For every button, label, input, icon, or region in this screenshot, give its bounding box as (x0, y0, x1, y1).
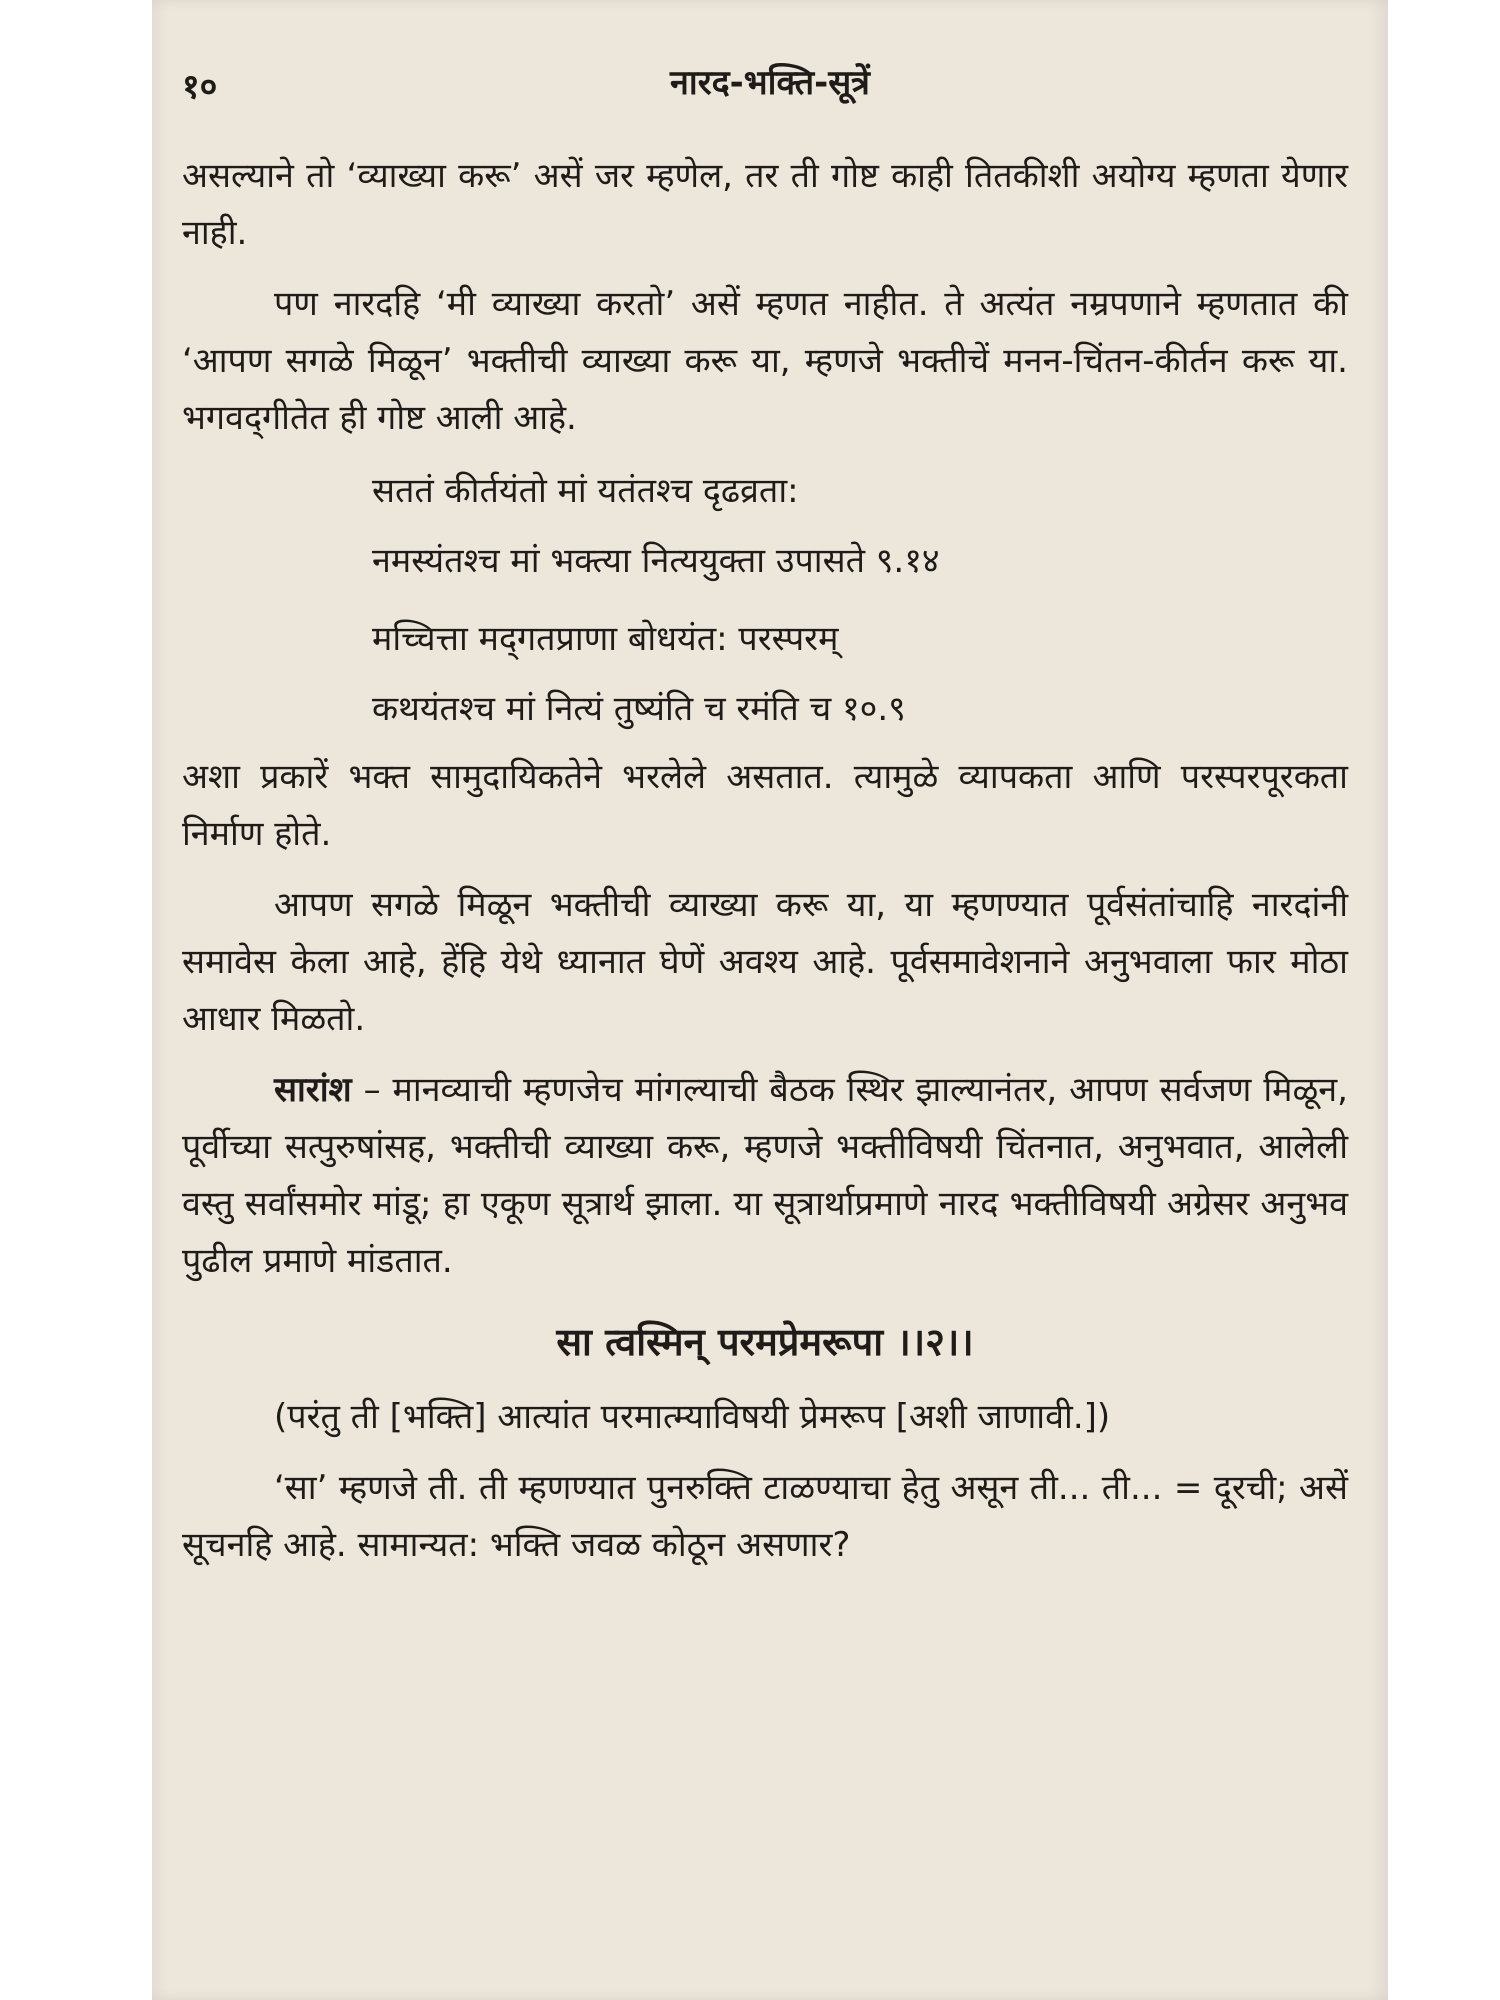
gita-verse-10-9 (182, 609, 1348, 739)
sutra-heading: सा त्वस्मिन् परमप्रेमरूपा ।।२।। (556, 1320, 974, 1364)
summary-text: – मानव्याची म्हणजेच मांगल्याची बैठक स्थिर झाल्यानंतर, आपण सर्वजण मिळून, पूर्वीच्या सत्पुरुषांसह, भक्तीची व्याख्या करू, म्हणजे भक्तीविषयी चिंतनात, अनुभवात, आलेली वस्तु सर्वांसमोर मांडू; हा एकूण सूत्रार्थ झाला. या सूत्रार्थाप्रमाणे नारद भक्तीविषयी अग्रेसर अनुभव पुढील प्रमाणे मांडतात. (182, 1070, 1348, 1281)
paragraph-continuation: असल्याने तो ‘व्याख्या करू’ असें जर म्हणेल, तर ती गोष्ट काही तितकीशी अयोग्य म्हणता येणार नाही. (182, 156, 1348, 253)
running-title: नारद-भक्ति-सूत्रें (670, 63, 870, 103)
paragraph-sa-meaning: ‘सा’ म्हणजे ती. ती म्हणण्यात पुनरुक्ति टाळण्याचा हेतु असून ती... ती... = दूरची; असें सूचनहि आहे. सामान्यत: भक्ति जवळ कोठून असणार? (182, 1468, 1348, 1565)
paragraph-narad-humility: पण नारदहि ‘मी व्याख्या करतो’ असें म्हणत नाहीत. ते अत्यंत नम्रपणाने म्हणतात की ‘आपण सगळे मिळून’ भक्तीची व्याख्या करू या, म्हणजे भक्तीचें मनन-चिंतन-कीर्तन करू या. भगवद्‌गीतेत ही गोष्ट आली आहे. (182, 284, 1348, 438)
paragraph-saints: आपण सगळे मिळून भक्तीची व्याख्या करू या, या म्हणण्यात पूर्वसंतांचाहि नारदांनी समावेस केला आहे, हेंहि येथे ध्यानात घेणें अवश्य आहे. पूर्वसमावेशनाने अनुभवाला फार मोठा आधार मिळतो. (182, 885, 1348, 1039)
verse-line: कथयंतश्च मां नित्यं तुष्यंति च रमंति च १०.९ (372, 689, 906, 729)
book-page (152, 0, 1388, 2000)
paragraph-summary (182, 1062, 1348, 1290)
page-body (182, 148, 1348, 1588)
verse-line: मच्चित्ता मद्‌गतप्राणा बोधयंत: परस्परम् (372, 619, 839, 659)
summary-label: सारांश (274, 1070, 352, 1110)
verse-line: नमस्यंतश्च मां भक्त्या नित्ययुक्ता उपासते ९.१४ (372, 541, 940, 581)
page-header (182, 58, 1358, 114)
verse-line: सततं कीर्तयंतो मां यतंतश्च दृढव्रता: (372, 471, 799, 511)
paragraph-community: अशा प्रकारें भक्त सामुदायिकतेने भरलेले असतात. त्यामुळे व्यापकता आणि परस्परपूरकता निर्माण होते. (182, 757, 1348, 854)
sutra-translation: (परंतु ती [भक्ति] आत्यांत परमात्म्याविषयी प्रेमरूप [अशी जाणावी.]) (274, 1397, 1111, 1437)
page-number: १० (182, 67, 218, 107)
gita-verse-9-14 (182, 461, 1348, 591)
